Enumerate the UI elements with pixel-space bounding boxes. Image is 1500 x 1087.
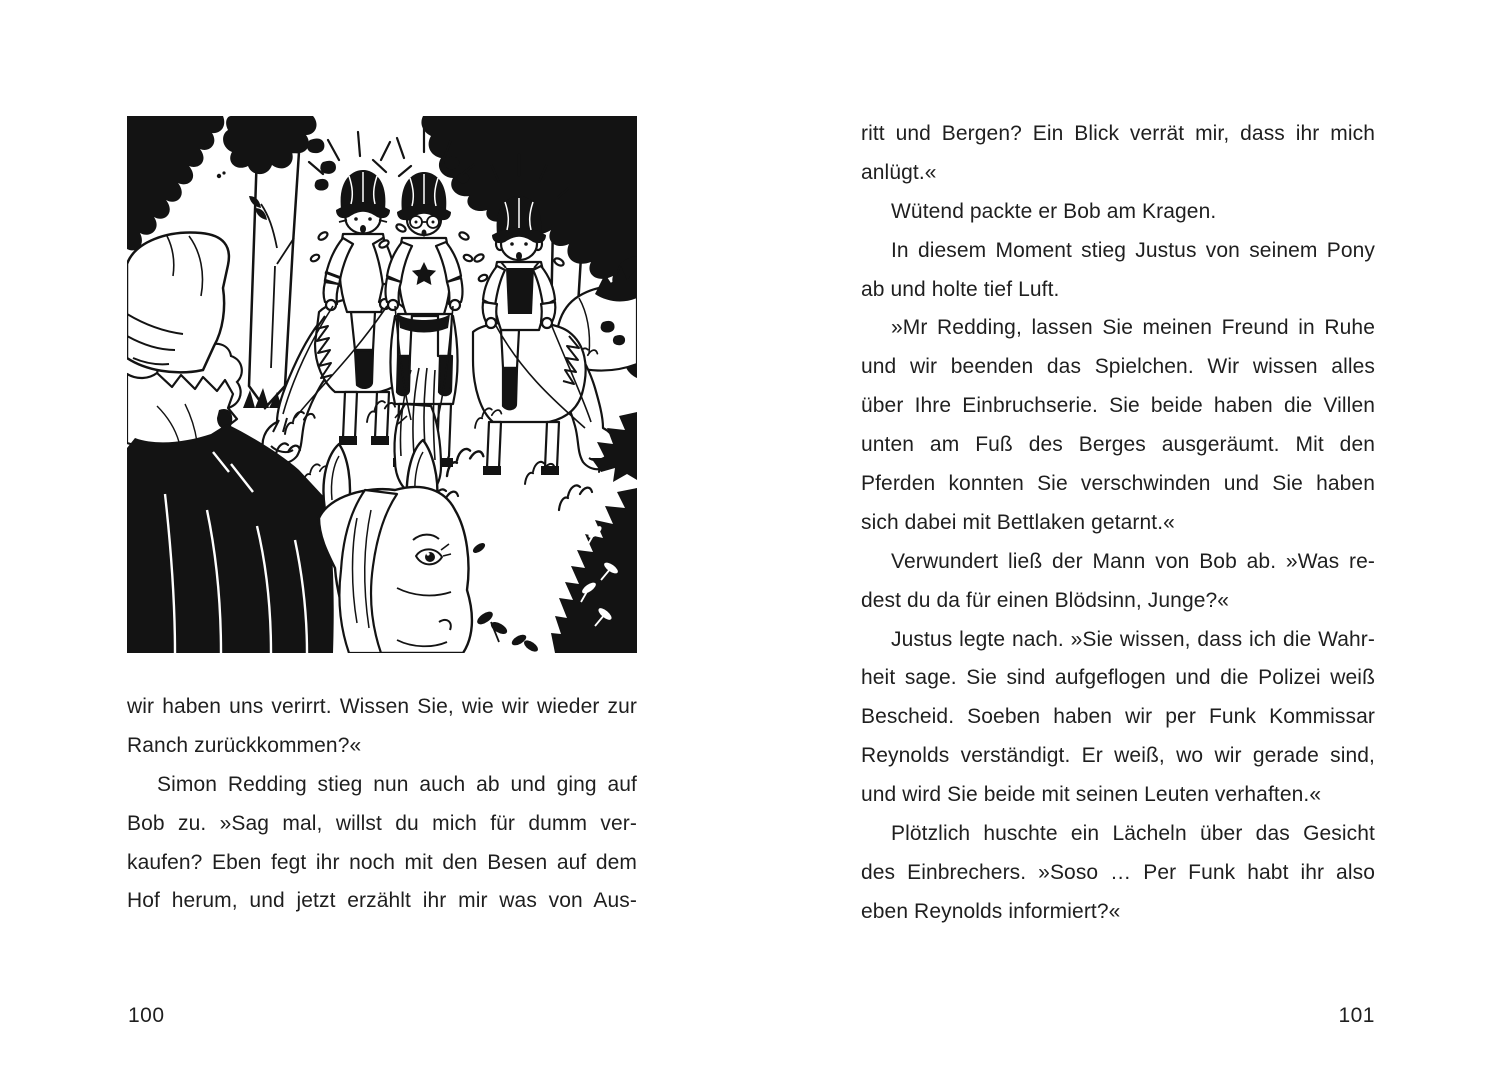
page-number-right: 101 (1338, 1004, 1375, 1027)
text-line: dest du da für einen Blödsinn, Junge?« (861, 588, 1230, 612)
text-line: anlügt.« (861, 160, 937, 184)
text-line: unten am Fuß des Berges ausgeräumt. Mit den (861, 433, 1375, 457)
text-line: wir haben uns verirrt. Wissen Sie, wie wir wieder zur (127, 695, 637, 718)
right-page (861, 0, 1375, 1087)
fly-icon (217, 174, 221, 178)
text-line: kaufen? Eben fegt ihr noch mit den Besen auf dem (127, 850, 637, 874)
text-line: Wütend packte er Bob am Kragen. (891, 199, 1217, 223)
text-line: und wir beenden das Spielchen. Wir wissen alles (861, 355, 1375, 379)
text-line: Justus legte nach. »Sie wissen, dass ich die Wahr- (891, 627, 1375, 651)
text-line: Hof herum, und jetzt erzählt ihr mir was von Aus- (127, 889, 637, 913)
text-line: ab und holte tief Luft. (861, 277, 1060, 301)
text-line: sich dabei mit Bettlaken getarnt.« (861, 510, 1175, 534)
text-line: Bescheid. Soeben haben wir per Funk Kommissar (861, 705, 1375, 729)
text-line: »Mr Redding, lassen Sie meinen Freund in Ruhe (891, 316, 1375, 340)
text-line: eben Reynolds informiert?« (861, 899, 1121, 923)
text-line: Ranch zurückkommen?« (127, 733, 362, 757)
left-page (127, 0, 637, 1087)
text-line: des Einbrechers. »Soso … Per Funk habt ihr also (861, 860, 1375, 884)
text-line: heit sage. Sie sind aufgeflogen und die Polizei weiß (861, 666, 1375, 690)
text-line: Reynolds verständigt. Er weiß, wo wir gerade sind, (861, 744, 1375, 768)
text-line: Pferden konnten Sie verschwinden und Sie haben (861, 472, 1375, 496)
story-illustration (127, 116, 637, 653)
text-line: In diesem Moment stieg Justus von seinem Pony (891, 238, 1375, 262)
text-line: Simon Redding stieg nun auch ab und ging auf (157, 772, 637, 796)
left-page-text (127, 688, 637, 921)
page-number-left: 100 (128, 1004, 165, 1027)
text-line: Bob zu. »Sag mal, willst du mich für dumm ver- (127, 811, 637, 835)
text-line: und wird Sie beide mit seinen Leuten verhaften.« (861, 783, 1322, 807)
right-page-text (861, 115, 1375, 932)
text-line: Verwundert ließ der Mann von Bob ab. »Was re- (891, 549, 1375, 573)
text-line: ritt und Bergen? Ein Blick verrät mir, dass ihr mich (861, 122, 1375, 145)
text-line: über Ihre Einbruchserie. Sie beide haben die Villen (861, 394, 1375, 418)
text-line: Plötzlich huschte ein Lächeln über das Gesicht (891, 822, 1375, 846)
